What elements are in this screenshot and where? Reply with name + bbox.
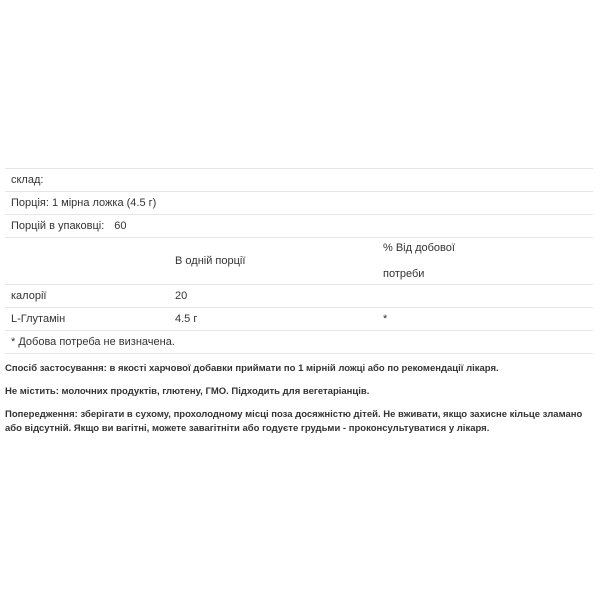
serving-size-row <box>5 192 593 215</box>
servings-label: Порцій в упаковці: <box>11 220 105 232</box>
header-daily-line1: % Від добової <box>383 242 455 254</box>
nutrient-daily-value <box>377 285 593 308</box>
supplement-facts-table <box>5 168 593 354</box>
header-daily-line2: потреби <box>383 268 425 280</box>
serving-size-text: Порція: 1 мірна ложка (4.5 г) <box>5 192 593 215</box>
nutrient-row <box>5 308 593 331</box>
header-empty-cell <box>5 238 169 285</box>
usage-instructions: Спосіб застосування: в якості харчової добавки приймати по 1 мірній ложці або по рекомендації лікаря. <box>5 363 499 374</box>
nutrient-amount: 4.5 г <box>169 308 377 331</box>
header-per-serving: В одній порції <box>169 238 377 285</box>
nutrient-name: L-Глутамін <box>5 308 169 331</box>
nutrient-daily-value: * <box>377 308 593 331</box>
composition-row <box>5 169 593 192</box>
composition-label: склад: <box>5 169 593 192</box>
header-daily-value <box>377 238 593 285</box>
table-header-row <box>5 238 593 285</box>
servings-per-container-row <box>5 215 593 238</box>
nutrient-amount: 20 <box>169 285 377 308</box>
product-notes <box>5 362 595 445</box>
footnote-row <box>5 331 593 354</box>
nutrient-row <box>5 285 593 308</box>
warning-text: Попередження: зберігати в сухому, прохолодному місці поза досяжністю дітей. Не вживати, якщо захисне кільце зламано або відсутній. Якщо ви вагітні, можете завагітніти або годуєте грудьми - проконсультуватися у лікаря. <box>5 409 583 434</box>
servings-value: 60 <box>114 220 127 232</box>
nutrient-name: калорії <box>5 285 169 308</box>
free-of-statement: Не містить: молочних продуктів, глютену, ГМО. Підходить для вегетаріанців. <box>5 386 370 397</box>
footnote-text: * Добова потреба не визначена. <box>5 331 593 354</box>
